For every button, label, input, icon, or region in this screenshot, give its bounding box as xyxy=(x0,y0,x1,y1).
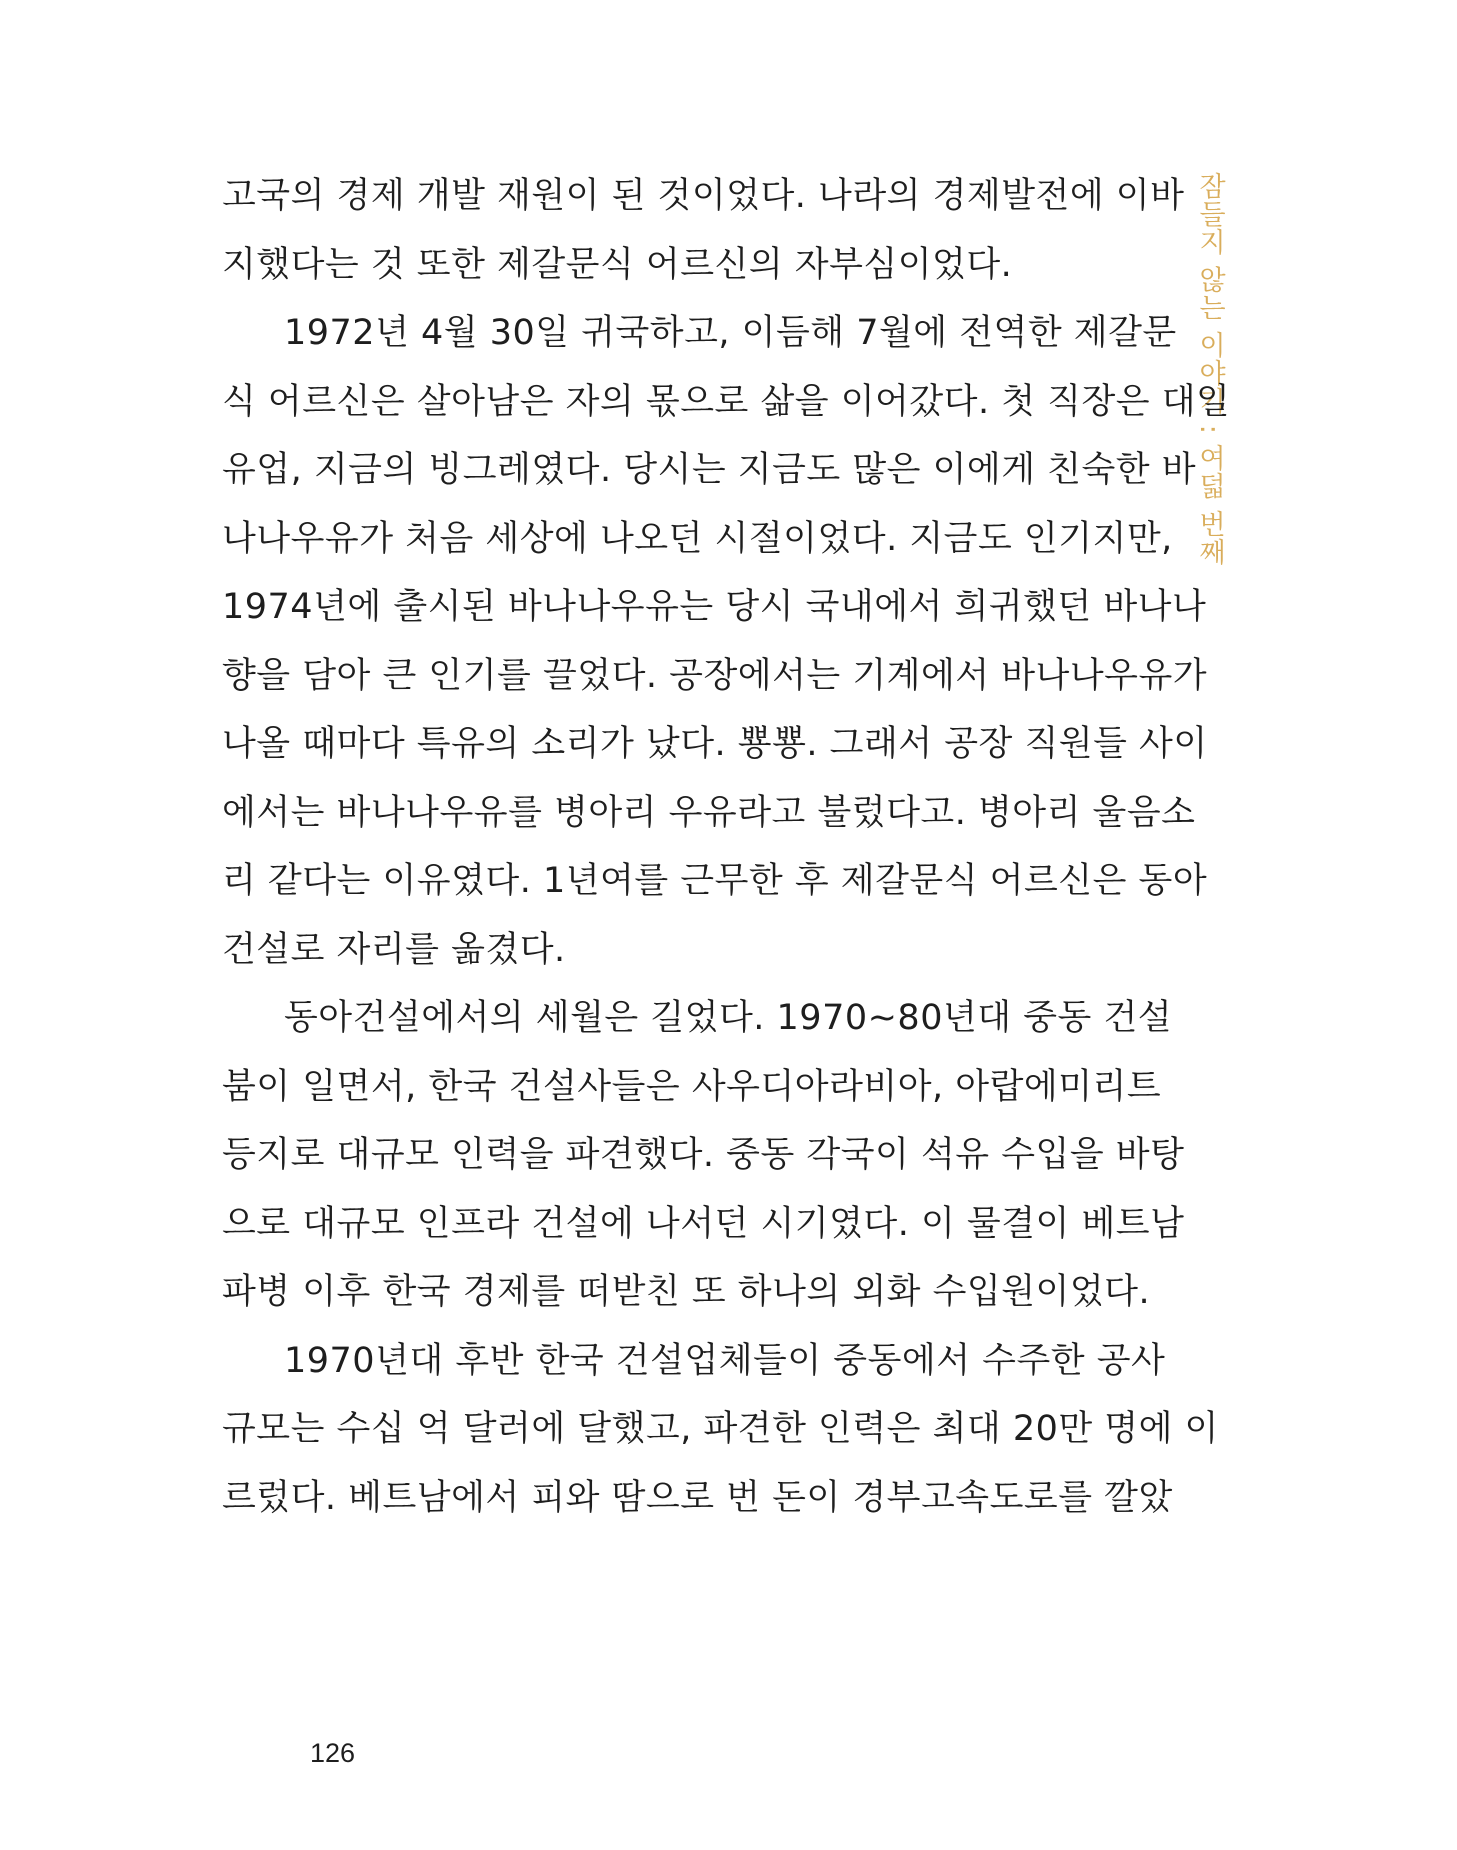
text-line: 리 같다는 이유였다. 1년여를 근무한 후 제갈문식 어르신은 동아 xyxy=(222,861,1208,901)
page-number: 126 xyxy=(310,1738,356,1768)
text-line: 식 어르신은 살아남은 자의 몫으로 삶을 이어갔다. 첫 직장은 대일 xyxy=(222,381,1231,422)
text-line: 동아건설에서의 세월은 길었다. 1970~80년대 중동 건설 xyxy=(284,998,1173,1038)
text-line: 르렀다. 베트남에서 피와 땀으로 번 돈이 경부고속도로를 깔았 xyxy=(222,1477,1173,1518)
text-line: 으로 대규모 인프라 건설에 나서던 시기였다. 이 물결이 베트남 xyxy=(222,1203,1185,1244)
text-line: 지했다는 것 또한 제갈문식 어르신의 자부심이었다. xyxy=(222,244,1013,285)
text-line: 고국의 경제 개발 재원이 된 것이었다. 나라의 경제발전에 이바 xyxy=(222,176,1185,216)
text-line: 1970년대 후반 한국 건설업체들이 중동에서 수주한 공사 xyxy=(284,1340,1166,1381)
text-line: 유업, 지금의 빙그레였다. 당시는 지금도 많은 이에게 친숙한 바 xyxy=(222,450,1197,490)
text-line: 나나우유가 처음 세상에 나오던 시절이었다. 지금도 인기지만, xyxy=(222,518,1173,559)
text-line: 등지로 대규모 인력을 파견했다. 중동 각국이 석유 수입을 바탕 xyxy=(222,1135,1185,1175)
text-line: 파병 이후 한국 경제를 떠받친 또 하나의 외화 수입원이었다. xyxy=(222,1272,1151,1312)
running-head: 잠들지 않는 이야기 : 여덟 번째 xyxy=(1194,172,1225,567)
text-line: 향을 담아 큰 인기를 끌었다. 공장에서는 기계에서 바나나우유가 xyxy=(222,655,1208,696)
text-line: 1972년 4월 30일 귀국하고, 이듬해 7월에 전역한 제갈문 xyxy=(284,313,1177,353)
text-line: 붐이 일면서, 한국 건설사들은 사우디아라비아, 아랍에미리트 xyxy=(222,1066,1162,1107)
text-line: 나올 때마다 특유의 소리가 났다. 뿅뿅. 그래서 공장 직원들 사이 xyxy=(222,724,1208,764)
text-line: 에서는 바나나우유를 병아리 우유라고 불렀다고. 병아리 울음소 xyxy=(222,792,1196,833)
text-line: 규모는 수십 억 달러에 달했고, 파견한 인력은 최대 20만 명에 이 xyxy=(222,1409,1219,1449)
text-line: 1974년에 출시된 바나나우유는 당시 국내에서 희귀했던 바나나 xyxy=(222,587,1207,627)
text-line: 건설로 자리를 옮겼다. xyxy=(222,929,566,970)
